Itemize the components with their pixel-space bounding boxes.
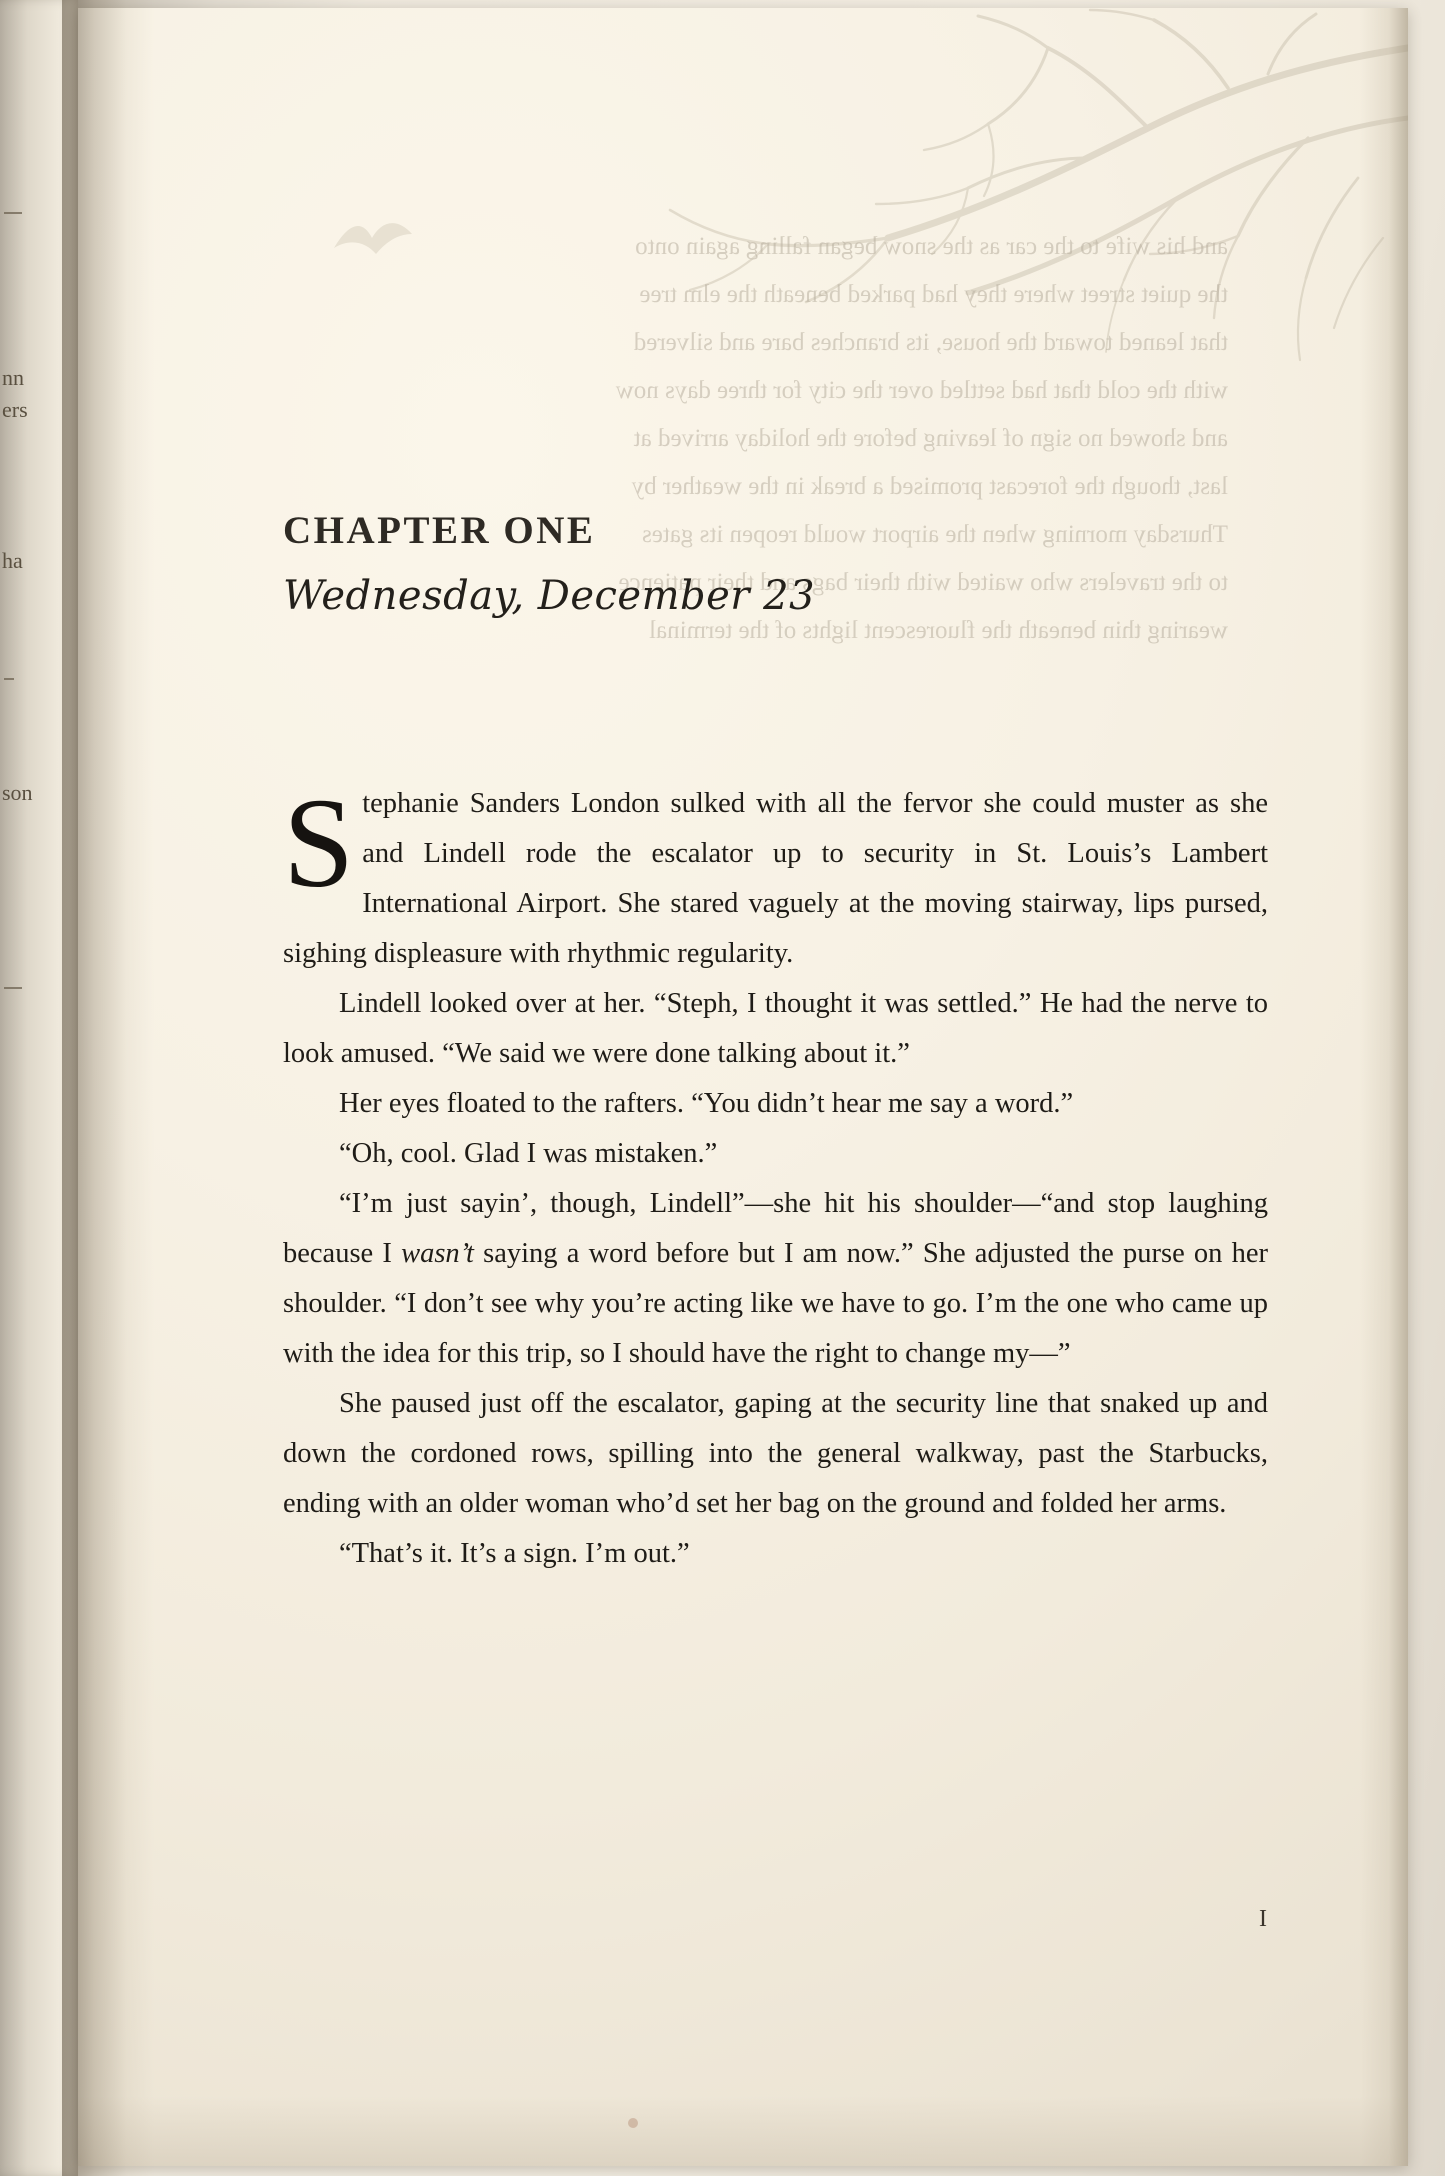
paragraph-3: Her eyes floated to the rafters. “You didn’t hear me say a word.” xyxy=(339,1088,1074,1119)
page-number: I xyxy=(1259,1906,1267,1932)
left-page-fragment-3: ha xyxy=(2,548,23,573)
left-page-dash-mark xyxy=(4,987,22,989)
drop-cap: S xyxy=(283,772,355,914)
paragraph-7: “That’s it. It’s a sign. I’m out.” xyxy=(339,1538,690,1569)
paragraph-6: She paused just off the escalator, gaping at the security line that snaked up and down the cordoned rows, spilling into the general walkway, past the Starbucks, ending with an older woman who’d set her bag on the ground and folded her arms. xyxy=(283,1388,1268,1519)
paragraph-5: “I’m just sayin’, though, Lindell”—she hit his shoulder—“and stop laughing because I wasn’t saying a word before but I am now.” She adjusted the purse on her shoulder. “I don’t see why you’re acting like we have to go. I’m the one who came up with the idea for this trip, so I should have the right to change my—” xyxy=(283,1188,1268,1369)
left-page-fragment-2: ers xyxy=(2,397,28,422)
paragraph-2: Lindell looked over at her. “Steph, I thought it was settled.” He had the nerve to look amused. “We said we were done talking about it.” xyxy=(283,988,1268,1069)
book-gutter-shadow xyxy=(62,0,154,2176)
left-page-fragment-1: nn xyxy=(2,365,24,390)
paragraph-1-text: tephanie Sanders London sulked with all the fervor she could muster as she and Lindell rode the escalator up to security in St. Louis’s Lambert International Airport. She stared vaguely at the moving stairway, lips pursed, sighing displeasure with rhythmic regularity. xyxy=(283,788,1268,969)
tree-branch-watermark-icon xyxy=(348,8,1408,438)
paragraph-1 xyxy=(283,772,1268,979)
body-text xyxy=(283,772,1268,1579)
left-page-fragment-4: son xyxy=(2,780,33,805)
paper-speckle xyxy=(628,2118,638,2128)
paragraph-4: “Oh, cool. Glad I was mistaken.” xyxy=(339,1138,718,1169)
page-right-edge-shading xyxy=(1360,8,1408,2166)
chapter-heading: CHAPTER ONE xyxy=(283,509,596,552)
page-sheet xyxy=(78,8,1408,2166)
left-page-dash-mark xyxy=(4,678,14,680)
page-showthrough-text: and his wife to the car as the snow began falling again onto the quiet street where they had parked beneath the elm tree that leaned toward the house, its branches bare and silvered with the cold that had settled over the city for three days now and showed no sign of leaving before the holiday arrived at last, though the forecast promised a break in the weather by Thursday morning when the airport would reopen its gates to the travelers who waited with their bags and their patience wearing thin beneath the fluorescent lights of the terminal xyxy=(615,233,1228,644)
page-bottom-edge-shading xyxy=(78,2096,1408,2166)
bird-silhouette-icon xyxy=(328,208,418,278)
page-textblock xyxy=(283,508,1268,1932)
chapter-date-subheading: Wednesday, December 23 xyxy=(283,573,816,619)
left-page-dash-mark xyxy=(4,212,22,214)
